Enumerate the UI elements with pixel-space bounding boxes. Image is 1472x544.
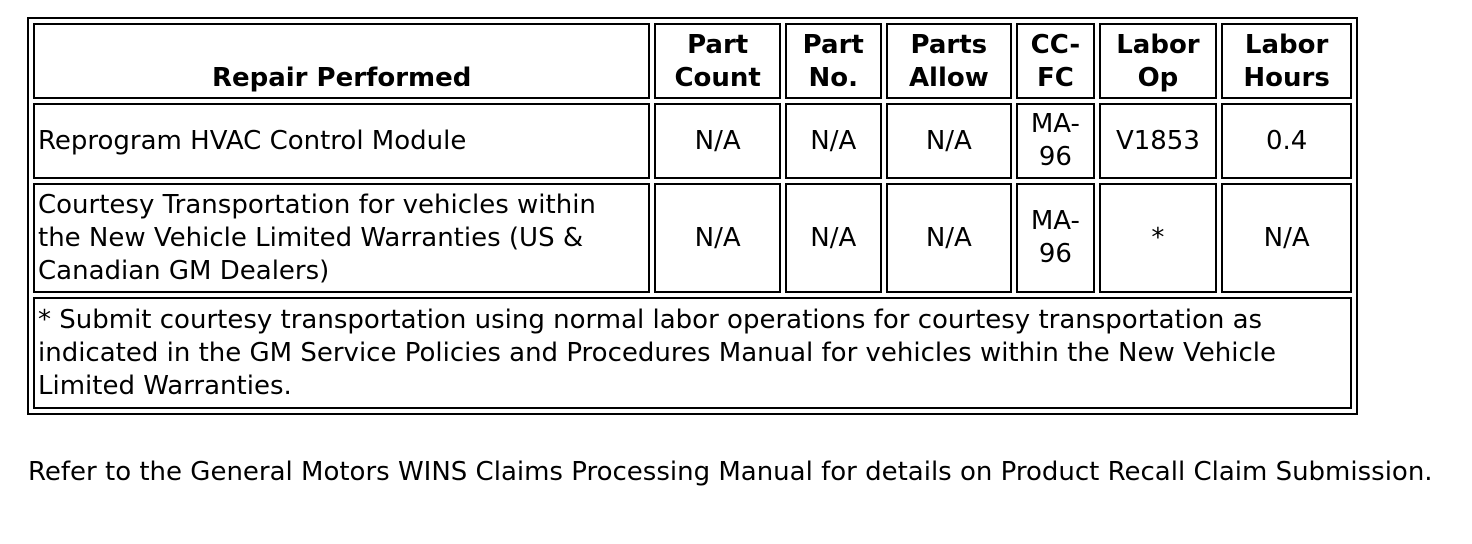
header-cc-fc: CC-FC <box>1016 23 1094 99</box>
labor-hours-cell: N/A <box>1221 183 1352 293</box>
labor-hours-cell: 0.4 <box>1221 103 1352 179</box>
part-no-cell: N/A <box>785 103 882 179</box>
labor-op-cell: * <box>1099 183 1218 293</box>
header-parts-allow: Parts Allow <box>886 23 1013 99</box>
part-no-cell: N/A <box>785 183 882 293</box>
part-count-cell: N/A <box>654 183 781 293</box>
header-labor-op: Labor Op <box>1099 23 1218 99</box>
header-labor-hours: Labor Hours <box>1221 23 1352 99</box>
table-footnote: * Submit courtesy transportation using normal labor operations for courtesy transportation as indicated in the GM Service Policies and Procedures Manual for vehicles within the New Vehicle Limited Warranties. <box>33 297 1352 409</box>
parts-allow-cell: N/A <box>886 183 1013 293</box>
header-part-no: Part No. <box>785 23 882 99</box>
claims-reference-note: Refer to the General Motors WINS Claims Processing Manual for details on Product Recall Claim Submission. <box>28 457 1433 487</box>
table-footnote-row <box>33 297 1352 409</box>
header-part-count: Part Count <box>654 23 781 99</box>
table-row <box>33 103 1352 179</box>
part-count-cell: N/A <box>654 103 781 179</box>
cc-fc-cell: MA-96 <box>1016 103 1094 179</box>
parts-allow-cell: N/A <box>886 103 1013 179</box>
table-row <box>33 183 1352 293</box>
repair-performed-cell: Reprogram HVAC Control Module <box>33 103 650 179</box>
header-row <box>33 23 1352 99</box>
labor-table-frame <box>27 17 1358 415</box>
labor-operation-table <box>29 19 1356 413</box>
header-repair-performed: Repair Performed <box>33 23 650 99</box>
cc-fc-cell: MA-96 <box>1016 183 1094 293</box>
labor-op-cell: V1853 <box>1099 103 1218 179</box>
repair-performed-cell: Courtesy Transportation for vehicles within the New Vehicle Limited Warranties (US & Canadian GM Dealers) <box>33 183 650 293</box>
